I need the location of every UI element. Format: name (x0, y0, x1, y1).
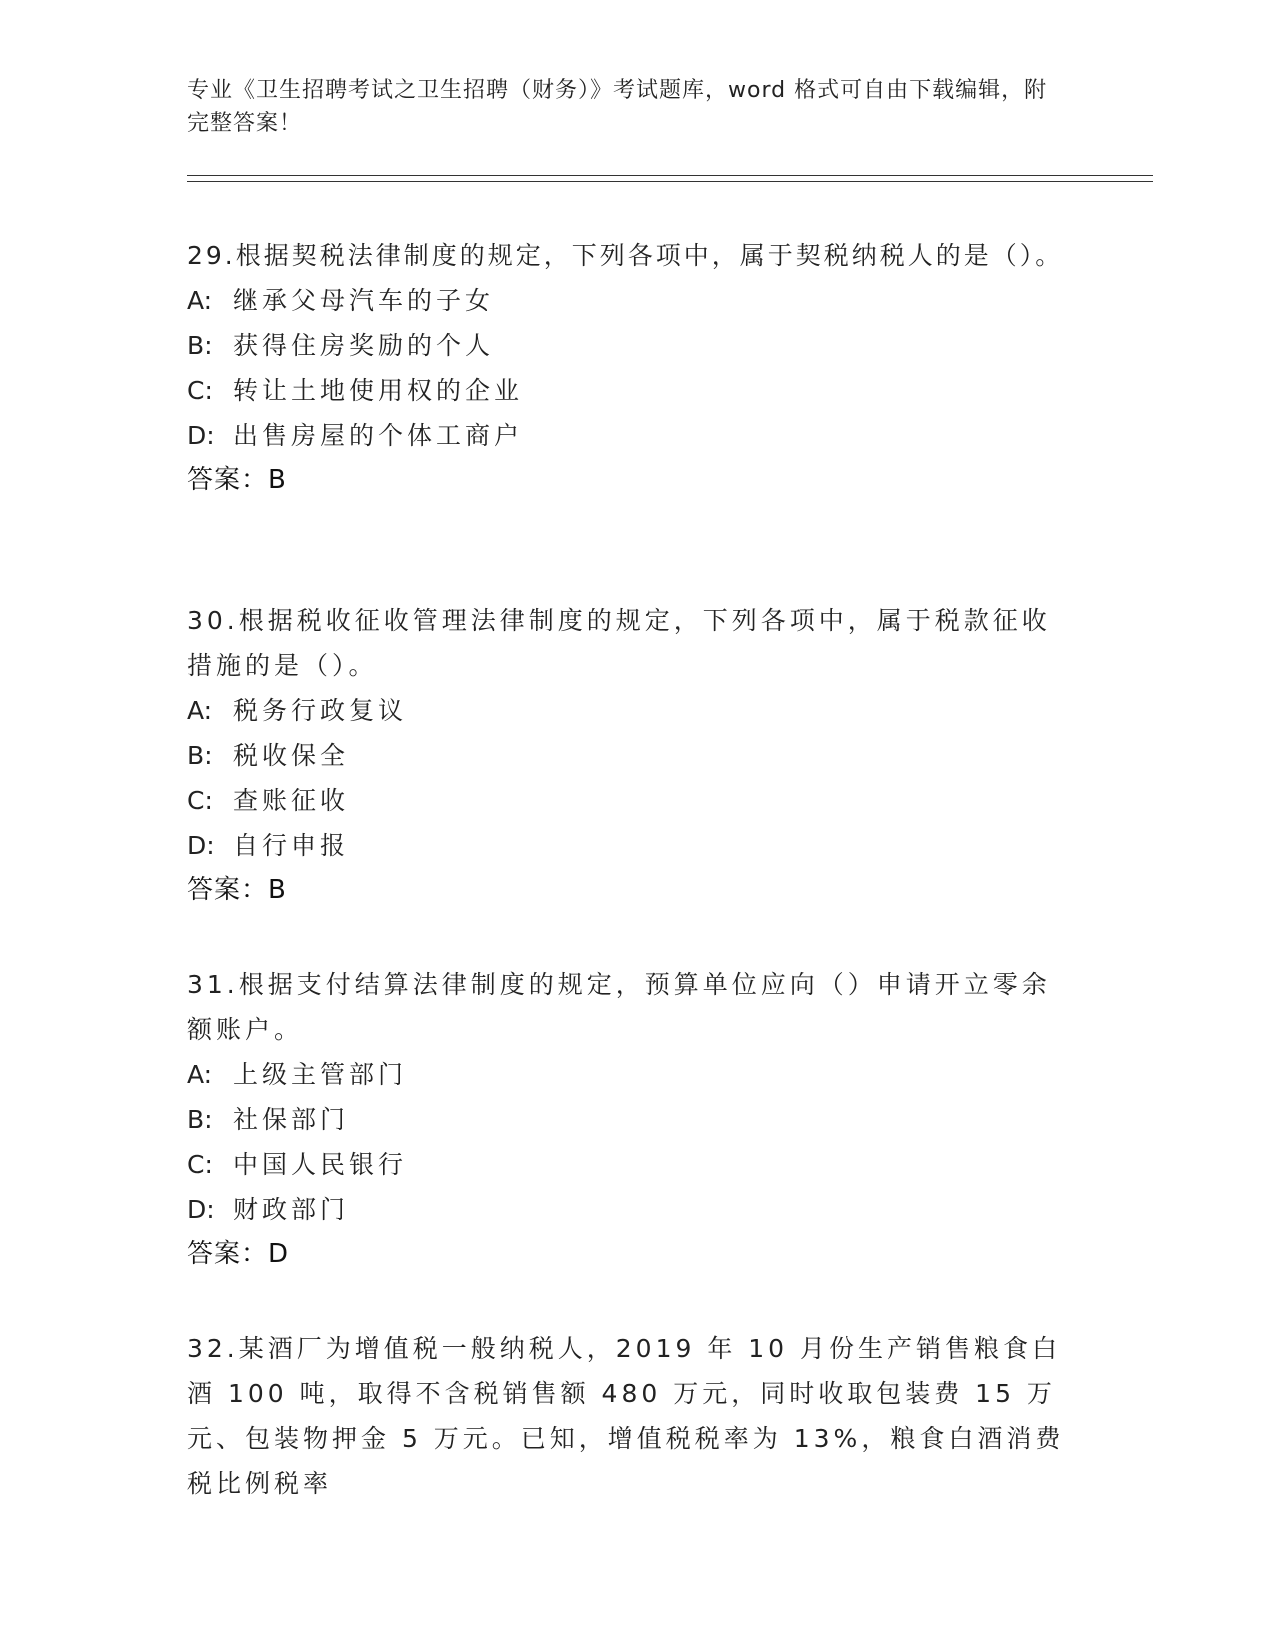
option-key: B: (187, 1105, 213, 1134)
option-b (187, 1097, 1077, 1142)
option-text: 税收保全 (233, 741, 350, 770)
option-d (187, 1187, 1077, 1232)
header-divider-top (187, 175, 1153, 176)
option-a (187, 688, 1077, 733)
option-key: C: (187, 376, 213, 405)
option-key: A: (187, 696, 213, 725)
option-key: A: (187, 286, 213, 315)
option-a (187, 1052, 1077, 1097)
option-text: 出售房屋的个体工商户 (233, 421, 524, 450)
option-c (187, 778, 1077, 823)
option-key: D: (187, 421, 215, 450)
option-key: B: (187, 331, 213, 360)
option-key: B: (187, 741, 213, 770)
option-key: D: (187, 1195, 215, 1224)
option-text: 查账征收 (233, 786, 350, 815)
option-text: 获得住房奖励的个人 (233, 331, 495, 360)
document-header: 专业《卫生招聘考试之卫生招聘（财务）》考试题库，word 格式可自由下载编辑，附完整答案！ (187, 78, 1048, 136)
question-31 (187, 962, 1077, 1277)
option-text: 继承父母汽车的子女 (233, 286, 495, 315)
option-a (187, 278, 1077, 323)
option-text: 上级主管部门 (233, 1060, 408, 1089)
answer-line: 答案：B (187, 465, 287, 495)
question-text: 31.根据支付结算法律制度的规定，预算单位应向（）申请开立零余额账户。 (187, 970, 1051, 1044)
option-text: 自行申报 (233, 831, 350, 860)
option-d (187, 413, 1077, 458)
option-key: A: (187, 1060, 213, 1089)
option-key: C: (187, 786, 213, 815)
option-text: 税务行政复议 (233, 696, 408, 725)
answer-line: 答案：D (187, 1239, 290, 1269)
question-text: 29.根据契税法律制度的规定，下列各项中，属于契税纳税人的是（）。 (187, 241, 1064, 270)
option-key: D: (187, 831, 215, 860)
option-b (187, 733, 1077, 778)
question-text: 32.某酒厂为增值税一般纳税人，2019 年 10 月份生产销售粮食白酒 100 吨，取得不含税销售额 480 万元，同时收取包装费 15 万元、包装物押金 5 万元。已知，增值税税率为 13%，粮食白酒消费税比例税率 (187, 1334, 1065, 1498)
option-text: 中国人民银行 (233, 1150, 408, 1179)
question-text: 30.根据税收征收管理法律制度的规定，下列各项中，属于税款征收措施的是（）。 (187, 606, 1051, 680)
option-text: 转让土地使用权的企业 (233, 376, 524, 405)
option-b (187, 323, 1077, 368)
answer-line: 答案：B (187, 875, 287, 905)
option-text: 财政部门 (233, 1195, 350, 1224)
question-32 (187, 1326, 1077, 1506)
question-29 (187, 233, 1077, 503)
header-divider-bottom (187, 181, 1153, 182)
option-key: C: (187, 1150, 213, 1179)
question-30 (187, 598, 1077, 913)
option-c (187, 368, 1077, 413)
option-text: 社保部门 (233, 1105, 350, 1134)
option-d (187, 823, 1077, 868)
option-c (187, 1142, 1077, 1187)
